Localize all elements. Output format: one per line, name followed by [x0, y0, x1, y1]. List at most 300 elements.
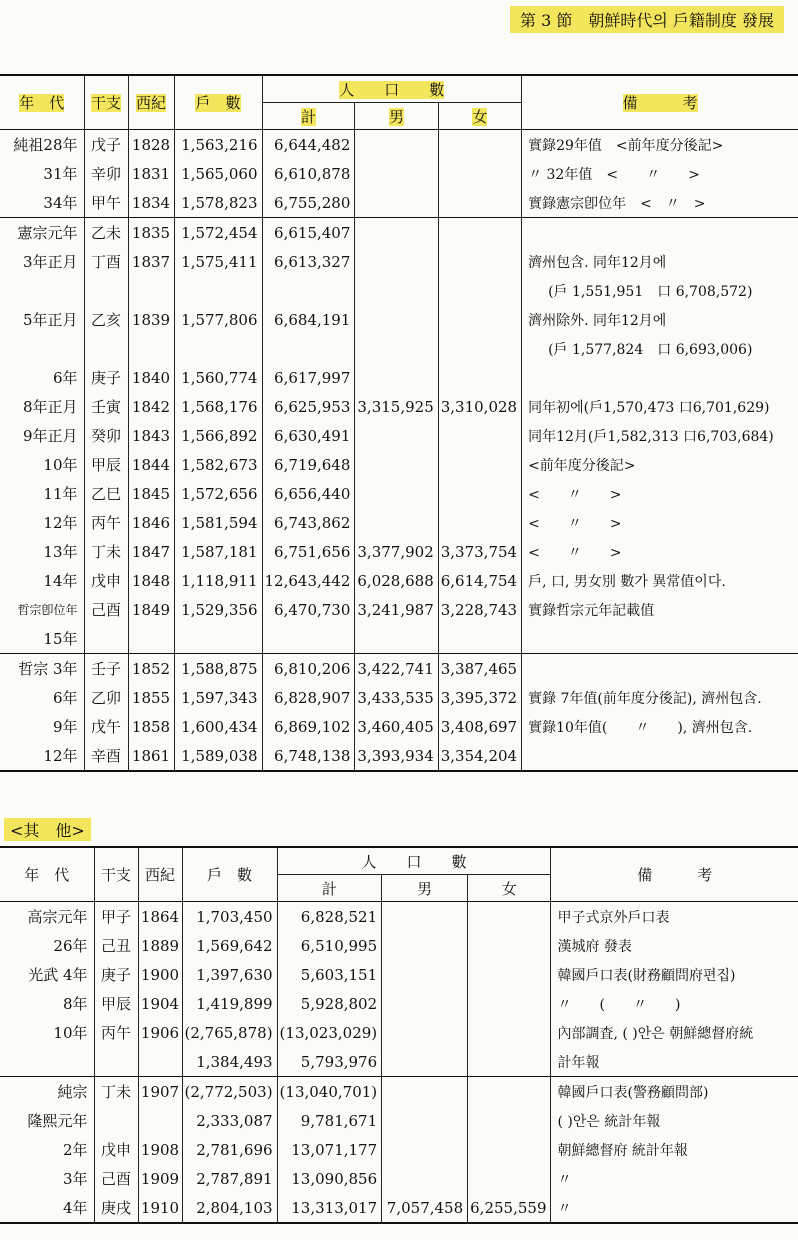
- row-note: [522, 654, 798, 684]
- table-row: [0, 1018, 798, 1047]
- table-row: [0, 1077, 798, 1107]
- row-ganzhi: [84, 276, 128, 305]
- row-male: [382, 1018, 468, 1047]
- row-total: 6,751,656: [262, 537, 355, 566]
- row-male: [382, 989, 468, 1018]
- row-year: 1906: [138, 1018, 182, 1047]
- row-households: [174, 334, 262, 363]
- row-households: 2,787,891: [182, 1164, 277, 1193]
- row-year: 1864: [138, 902, 182, 932]
- row-era: 10年: [0, 450, 84, 479]
- row-male: [382, 1047, 468, 1077]
- row-female: [468, 1135, 551, 1164]
- row-total: 6,617,997: [262, 363, 355, 392]
- row-era: 12年: [0, 508, 84, 537]
- table-row: [0, 566, 798, 595]
- header-households: 戶 數: [174, 75, 262, 130]
- table-row: [0, 595, 798, 624]
- row-female: [438, 421, 521, 450]
- row-male: [382, 960, 468, 989]
- row-era: 9年: [0, 712, 84, 741]
- row-total: 6,755,280: [262, 188, 355, 218]
- row-female: [438, 334, 521, 363]
- row-year: 1834: [128, 188, 174, 218]
- row-female: [438, 247, 521, 276]
- row-ganzhi: 乙巳: [84, 479, 128, 508]
- row-total: [262, 276, 355, 305]
- row-households: 1,565,060: [174, 159, 262, 188]
- row-female: [438, 624, 521, 654]
- row-year: 1844: [128, 450, 174, 479]
- table-row: [0, 960, 798, 989]
- row-ganzhi: 戊申: [84, 566, 128, 595]
- row-households: 1,589,038: [174, 741, 262, 771]
- row-era: 哲宗卽位年: [0, 595, 84, 624]
- page-header: 第 3 節 朝鮮時代의 戶籍制度 發展: [510, 6, 784, 33]
- table-row: [0, 683, 798, 712]
- row-female: 3,395,372: [438, 683, 521, 712]
- table-row: [0, 1106, 798, 1135]
- row-ganzhi: 辛卯: [84, 159, 128, 188]
- row-female: [438, 218, 521, 248]
- table-row: [0, 1135, 798, 1164]
- row-male: [355, 159, 438, 188]
- row-male: 3,433,535: [355, 683, 438, 712]
- row-households: 1,572,656: [174, 479, 262, 508]
- row-year: 1849: [128, 595, 174, 624]
- row-note: < 〃 >: [528, 486, 622, 503]
- row-year: 1846: [128, 508, 174, 537]
- row-year: 1900: [138, 960, 182, 989]
- row-year: 1904: [138, 989, 182, 1018]
- row-female: [468, 1018, 551, 1047]
- row-households: 2,781,696: [182, 1135, 277, 1164]
- row-female: [438, 276, 521, 305]
- row-male: [382, 1164, 468, 1193]
- table-row: [0, 450, 798, 479]
- row-male: 3,315,925: [355, 392, 438, 421]
- row-total: 5,928,802: [277, 989, 382, 1018]
- header2-year: 西紀: [138, 847, 182, 902]
- row-year: [138, 1106, 182, 1135]
- row-note: 韓國戶口表(財務顧問府편집): [557, 967, 736, 984]
- table-row: [0, 508, 798, 537]
- row-ganzhi: 丁未: [84, 537, 128, 566]
- row-male: [382, 931, 468, 960]
- row-male: [382, 1077, 468, 1107]
- table-row: [0, 159, 798, 188]
- row-total: 6,828,521: [277, 902, 382, 932]
- row-ganzhi: 戊申: [94, 1135, 138, 1164]
- row-era: 憲宗元年: [0, 218, 84, 248]
- census-table-main-body: [0, 130, 798, 772]
- table-row: [0, 218, 798, 248]
- row-total: 13,071,177: [277, 1135, 382, 1164]
- row-year: 1848: [128, 566, 174, 595]
- row-households: 1,588,875: [174, 654, 262, 684]
- row-households: [174, 624, 262, 654]
- row-note: 〃: [557, 1200, 572, 1217]
- row-female: [438, 130, 521, 160]
- row-female: [468, 902, 551, 932]
- row-note: [522, 741, 798, 771]
- header2-population: 人 口 數: [277, 847, 551, 875]
- row-households: 2,333,087: [182, 1106, 277, 1135]
- header-population: 人 口 數: [262, 75, 522, 103]
- row-total: 6,684,191: [262, 305, 355, 334]
- row-households: (2,765,878): [182, 1018, 277, 1047]
- row-male: [355, 363, 438, 392]
- row-ganzhi: 庚子: [84, 363, 128, 392]
- row-female: 6,255,559: [468, 1193, 551, 1223]
- row-era: 3年: [0, 1164, 94, 1193]
- row-ganzhi: [94, 1106, 138, 1135]
- row-male: 3,460,405: [355, 712, 438, 741]
- row-year: 1839: [128, 305, 174, 334]
- row-year: 1907: [138, 1077, 182, 1107]
- row-note: (戶 1,551,951 口 6,708,572): [548, 283, 753, 300]
- row-year: 1889: [138, 931, 182, 960]
- row-year: 1828: [128, 130, 174, 160]
- row-male: 3,422,741: [355, 654, 438, 684]
- row-households: 1,578,823: [174, 188, 262, 218]
- row-households: 1,587,181: [174, 537, 262, 566]
- row-male: [382, 1135, 468, 1164]
- row-households: 1,575,411: [174, 247, 262, 276]
- table-row: [0, 305, 798, 334]
- table-row: [0, 334, 798, 363]
- row-ganzhi: 甲辰: [84, 450, 128, 479]
- row-total: [262, 334, 355, 363]
- row-ganzhi: 戊午: [84, 712, 128, 741]
- row-note: 實錄10年值( 〃 ), 濟州包含.: [528, 719, 753, 736]
- row-era: 5年正月: [0, 305, 84, 334]
- row-male: [355, 508, 438, 537]
- row-ganzhi: [94, 1047, 138, 1077]
- row-households: 1,568,176: [174, 392, 262, 421]
- row-note: ( )안은 統計年報: [557, 1113, 661, 1130]
- row-era: 13年: [0, 537, 84, 566]
- row-households: 1,577,806: [174, 305, 262, 334]
- row-note: 實錄29年值 <前年度分後記>: [528, 137, 724, 154]
- row-note: 〃 32年值 < 〃 >: [528, 166, 700, 183]
- row-households: [174, 276, 262, 305]
- row-year: [128, 276, 174, 305]
- row-ganzhi: 丁未: [94, 1077, 138, 1107]
- table-row: [0, 741, 798, 771]
- row-year: 1845: [128, 479, 174, 508]
- table-row: [0, 1193, 798, 1223]
- row-note: 實錄 7年值(前年度分後記), 濟州包含.: [528, 690, 762, 707]
- header2-ganzhi: 干支: [94, 847, 138, 902]
- row-female: [438, 450, 521, 479]
- row-note: 同年初에(戶1,570,473 口6,701,629): [528, 399, 770, 416]
- row-households: 1,566,892: [174, 421, 262, 450]
- row-total: 12,643,442: [262, 566, 355, 595]
- row-year: 1855: [128, 683, 174, 712]
- row-total: 6,613,327: [262, 247, 355, 276]
- table-row: [0, 624, 798, 654]
- row-male: [355, 479, 438, 508]
- row-male: 7,057,458: [382, 1193, 468, 1223]
- row-year: 1843: [128, 421, 174, 450]
- row-era: 純宗: [0, 1077, 94, 1107]
- row-households: 1,397,630: [182, 960, 277, 989]
- row-era: 純祖28年: [0, 130, 84, 160]
- row-era: 6年: [0, 363, 84, 392]
- row-total: 6,869,102: [262, 712, 355, 741]
- row-era: 6年: [0, 683, 84, 712]
- row-era: 隆熙元年: [0, 1106, 94, 1135]
- row-ganzhi: 乙卯: [84, 683, 128, 712]
- header-notes: 備 考: [522, 75, 798, 130]
- table-row: [0, 421, 798, 450]
- row-female: [468, 960, 551, 989]
- row-era: 10年: [0, 1018, 94, 1047]
- row-households: 1,118,911: [174, 566, 262, 595]
- header-female: 女: [438, 103, 521, 130]
- row-ganzhi: 甲辰: [94, 989, 138, 1018]
- row-total: 6,470,730: [262, 595, 355, 624]
- row-households: 1,419,899: [182, 989, 277, 1018]
- header-male: 男: [355, 103, 438, 130]
- row-households: (2,772,503): [182, 1077, 277, 1107]
- row-era: 4年: [0, 1193, 94, 1223]
- row-total: (13,023,029): [277, 1018, 382, 1047]
- header-ganzhi: 干支: [84, 75, 128, 130]
- row-note: 朝鮮總督府 統計年報: [557, 1142, 688, 1159]
- row-era: 34年: [0, 188, 84, 218]
- row-male: [382, 902, 468, 932]
- row-ganzhi: 丙午: [84, 508, 128, 537]
- census-table-other-body: [0, 902, 798, 1224]
- row-era: 8年正月: [0, 392, 84, 421]
- row-total: 6,743,862: [262, 508, 355, 537]
- row-total: 6,510,995: [277, 931, 382, 960]
- row-households: 1,529,356: [174, 595, 262, 624]
- census-table-other: [0, 846, 798, 1224]
- header2-total: 計: [277, 875, 382, 902]
- row-ganzhi: [84, 334, 128, 363]
- row-male: [355, 218, 438, 248]
- row-era: 哲宗 3年: [0, 654, 84, 684]
- row-note: 實錄哲宗元年記載值: [528, 602, 655, 619]
- row-note: 內部調査, ( )안은 朝鮮總督府統: [557, 1025, 754, 1042]
- row-total: 6,610,878: [262, 159, 355, 188]
- table-row: [0, 363, 798, 392]
- row-year: 1835: [128, 218, 174, 248]
- row-ganzhi: 乙亥: [84, 305, 128, 334]
- row-male: 3,377,902: [355, 537, 438, 566]
- row-note: (戶 1,577,824 口 6,693,006): [548, 341, 753, 358]
- row-note: 甲子式京外戶口表: [557, 909, 670, 926]
- row-note: 〃: [557, 1171, 572, 1188]
- row-total: [262, 624, 355, 654]
- row-ganzhi: 壬寅: [84, 392, 128, 421]
- row-total: 13,313,017: [277, 1193, 382, 1223]
- row-note: 漢城府 發表: [557, 938, 632, 955]
- row-year: 1837: [128, 247, 174, 276]
- table-row: [0, 931, 798, 960]
- table-row: [0, 712, 798, 741]
- table-row: [0, 130, 798, 160]
- row-ganzhi: 丁酉: [84, 247, 128, 276]
- table-row: [0, 276, 798, 305]
- row-female: 3,228,743: [438, 595, 521, 624]
- row-male: [355, 130, 438, 160]
- row-year: 1909: [138, 1164, 182, 1193]
- row-male: [355, 624, 438, 654]
- row-female: [468, 1106, 551, 1135]
- row-total: 6,810,206: [262, 654, 355, 684]
- row-year: 1852: [128, 654, 174, 684]
- row-note: 濟州包含. 同年12月에: [528, 254, 667, 271]
- row-year: 1861: [128, 741, 174, 771]
- header-era: 年 代: [0, 75, 84, 130]
- row-total: 6,748,138: [262, 741, 355, 771]
- row-note: [522, 624, 798, 654]
- row-households: 1,597,343: [174, 683, 262, 712]
- row-year: 1840: [128, 363, 174, 392]
- row-note: 〃 ( 〃 ): [557, 996, 681, 1013]
- table-row: [0, 1164, 798, 1193]
- row-year: [128, 624, 174, 654]
- row-era: 12年: [0, 741, 84, 771]
- row-note: [522, 218, 798, 248]
- table-row: [0, 479, 798, 508]
- row-male: 3,241,987: [355, 595, 438, 624]
- row-households: 1,384,493: [182, 1047, 277, 1077]
- row-year: 1858: [128, 712, 174, 741]
- row-female: 3,387,465: [438, 654, 521, 684]
- census-table-main: [0, 74, 798, 772]
- row-female: 3,408,697: [438, 712, 521, 741]
- row-year: 1831: [128, 159, 174, 188]
- row-ganzhi: 壬子: [84, 654, 128, 684]
- row-era: [0, 276, 84, 305]
- table-row: [0, 392, 798, 421]
- row-households: 1,703,450: [182, 902, 277, 932]
- row-households: 1,572,454: [174, 218, 262, 248]
- row-male: [355, 188, 438, 218]
- row-ganzhi: 己丑: [94, 931, 138, 960]
- row-era: 15年: [0, 624, 84, 654]
- table-row: [0, 902, 798, 932]
- row-male: 3,393,934: [355, 741, 438, 771]
- row-total: 5,793,976: [277, 1047, 382, 1077]
- row-male: [382, 1106, 468, 1135]
- row-female: 3,373,754: [438, 537, 521, 566]
- row-note: 實錄憲宗卽位年 < 〃 >: [528, 195, 706, 212]
- row-male: [355, 247, 438, 276]
- row-female: 3,354,204: [438, 741, 521, 771]
- row-female: [468, 989, 551, 1018]
- row-ganzhi: 庚子: [94, 960, 138, 989]
- row-total: 5,603,151: [277, 960, 382, 989]
- table-row: [0, 1047, 798, 1077]
- row-female: [438, 508, 521, 537]
- row-ganzhi: 甲子: [94, 902, 138, 932]
- header2-female: 女: [468, 875, 551, 902]
- row-ganzhi: 辛酉: [84, 741, 128, 771]
- row-male: [355, 334, 438, 363]
- row-note: < 〃 >: [528, 515, 622, 532]
- row-note: < 〃 >: [528, 544, 622, 561]
- row-female: [438, 479, 521, 508]
- row-female: [468, 1077, 551, 1107]
- row-female: 6,614,754: [438, 566, 521, 595]
- row-note: <前年度分後記>: [528, 457, 636, 474]
- row-total: 6,615,407: [262, 218, 355, 248]
- row-ganzhi: [84, 624, 128, 654]
- row-total: 6,719,648: [262, 450, 355, 479]
- row-note: 計年報: [557, 1054, 600, 1071]
- row-total: 6,656,440: [262, 479, 355, 508]
- row-ganzhi: 己酉: [84, 595, 128, 624]
- row-households: 1,563,216: [174, 130, 262, 160]
- row-era: [0, 334, 84, 363]
- row-era: 3年正月: [0, 247, 84, 276]
- row-era: 9年正月: [0, 421, 84, 450]
- row-era: 14年: [0, 566, 84, 595]
- row-total: 13,090,856: [277, 1164, 382, 1193]
- row-note: 韓國戶口表(警務顧問部): [557, 1084, 709, 1101]
- section-other-label: <其 他>: [4, 818, 91, 841]
- row-era: 光武 4年: [0, 960, 94, 989]
- row-ganzhi: 丙午: [94, 1018, 138, 1047]
- row-male: [355, 421, 438, 450]
- table-row: [0, 989, 798, 1018]
- row-households: 2,804,103: [182, 1193, 277, 1223]
- row-male: [355, 450, 438, 479]
- row-ganzhi: 戊子: [84, 130, 128, 160]
- row-era: 11年: [0, 479, 84, 508]
- row-ganzhi: 庚戌: [94, 1193, 138, 1223]
- row-year: [128, 334, 174, 363]
- row-ganzhi: 癸卯: [84, 421, 128, 450]
- row-households: 1,569,642: [182, 931, 277, 960]
- row-total: 6,630,491: [262, 421, 355, 450]
- header2-households: 戶 數: [182, 847, 277, 902]
- header-total: 計: [262, 103, 355, 130]
- row-era: 高宗元年: [0, 902, 94, 932]
- table-row: [0, 188, 798, 218]
- row-female: [438, 159, 521, 188]
- row-ganzhi: 己酉: [94, 1164, 138, 1193]
- row-total: 9,781,671: [277, 1106, 382, 1135]
- table-row: [0, 537, 798, 566]
- row-note: 戶, 口, 男女別 數가 異常值이다.: [528, 573, 726, 590]
- row-note: 同年12月(戶1,582,313 口6,703,684): [528, 428, 774, 445]
- row-households: 1,582,673: [174, 450, 262, 479]
- row-year: [138, 1047, 182, 1077]
- row-ganzhi: 乙未: [84, 218, 128, 248]
- row-female: [468, 931, 551, 960]
- row-total: 6,828,907: [262, 683, 355, 712]
- row-year: 1847: [128, 537, 174, 566]
- row-era: 2年: [0, 1135, 94, 1164]
- row-female: [438, 363, 521, 392]
- row-male: [355, 305, 438, 334]
- row-female: [468, 1164, 551, 1193]
- row-year: 1910: [138, 1193, 182, 1223]
- row-households: 1,600,434: [174, 712, 262, 741]
- row-year: 1842: [128, 392, 174, 421]
- row-male: [355, 276, 438, 305]
- row-note: 濟州除外. 同年12月에: [528, 312, 667, 329]
- table-row: [0, 654, 798, 684]
- row-note: [522, 363, 798, 392]
